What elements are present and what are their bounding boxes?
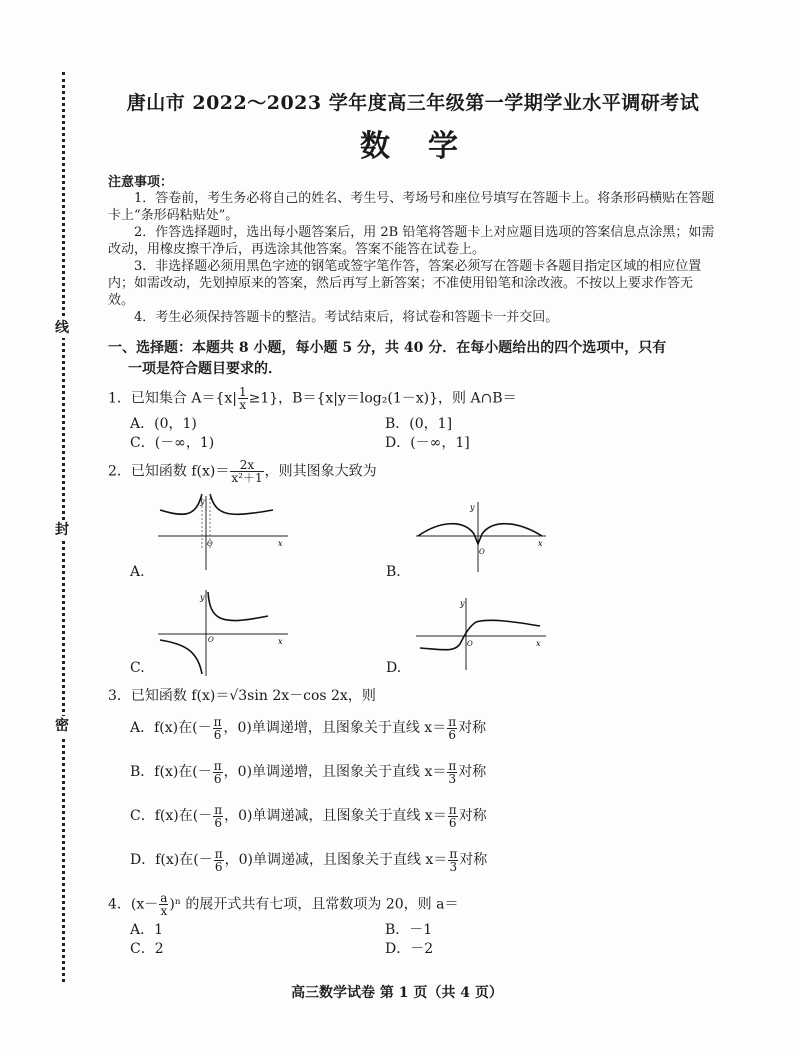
subject-title: 数学 (360, 129, 496, 164)
notice-block (108, 171, 718, 326)
q3-option-post: 对称 (458, 720, 487, 736)
frac-den: 3 (449, 859, 458, 874)
q4-option-d: D．－2 (385, 941, 434, 957)
q4-option-c: C．2 (130, 941, 164, 957)
frac-num: π (214, 802, 223, 817)
question-3: 3．已知函数 f(x)＝√3sin 2x－cos 2x，则 (108, 688, 376, 704)
q4-frac-num: a (160, 891, 168, 905)
origin-label: O (467, 640, 473, 648)
q3-option-letter: D． (130, 852, 156, 868)
q1-stem-post: ≥1}，B＝{x|y＝log₂(1－x)}，则 A∩B＝ (248, 390, 517, 407)
q4-options (130, 921, 718, 959)
q3-option-post: 对称 (458, 764, 487, 780)
notice-heading: 注意事项： (108, 175, 174, 190)
q3-interval-fraction (213, 760, 223, 785)
q3-option-pre: f(x)在(－ (154, 808, 213, 824)
q4-option-a: A．1 (130, 922, 164, 938)
q2-fraction (230, 459, 263, 484)
origin-label: O (479, 548, 485, 556)
q4-stem-pre: 4．(x－ (108, 896, 159, 913)
q3-option-c (130, 794, 718, 838)
axis-x-label: x (278, 637, 283, 646)
q3-axis-fraction (448, 804, 458, 829)
q2-graph-c (148, 586, 298, 678)
frac-num: π (213, 758, 222, 773)
frac-den: 6 (214, 859, 223, 874)
q2-graph-b (406, 496, 556, 576)
binding-char-feng: 封 (52, 520, 72, 540)
question-4 (108, 892, 718, 917)
frac-den: 6 (448, 815, 457, 830)
frac-num: π (448, 758, 457, 773)
question-2 (108, 459, 718, 484)
q1-fraction (238, 386, 248, 411)
axis-x-label: x (536, 639, 541, 648)
q3-option-letter: C． (130, 808, 155, 824)
q1-stem-pre: 1．已知集合 A＝{x| (108, 390, 237, 407)
page-footer: 高三数学试卷 第 1 页（共 4 页） (291, 985, 503, 1001)
q2-graph-a (148, 488, 298, 573)
q3-option-pre: f(x)在(－ (154, 764, 212, 780)
exam-page (108, 88, 718, 959)
notice-item: 4．考生必须保持答题卡的整洁。考试结束后，将试卷和答题卡一并交回。 (134, 310, 559, 325)
q1-frac-num: 1 (239, 385, 247, 399)
frac-den: 6 (213, 771, 222, 786)
q3-option-pre: f(x)在(－ (154, 720, 212, 736)
q3-option-mid: ，0)单调递增，且图象关于直线 x＝ (223, 720, 447, 736)
q2-frac-num: 2x (230, 459, 263, 472)
axis-x-label: x (538, 539, 543, 548)
q2-stem-post: ，则其图象大致为 (264, 463, 377, 480)
q1-frac-den: x (239, 398, 247, 412)
q3-option-mid: ，0)单调递减，且图象关于直线 x＝ (224, 808, 447, 824)
notice-item: 2．作答选择题时，选出每小题答案后，用 2B 铅笔将答题卡上对应题目选项的答案信息点涂黑；如需改动，用橡皮擦干净后，再选涂其他答案。答案不能答在试卷上。 (108, 225, 715, 257)
q4-stem-post: )ⁿ 的展开式共有七项，且常数项为 20，则 a＝ (169, 896, 459, 913)
binding-char-mi: 密 (52, 716, 72, 736)
q3-option-post: 对称 (459, 852, 488, 868)
q3-axis-fraction (447, 760, 457, 785)
q4-frac-den: x (160, 904, 168, 918)
q3-interval-fraction (213, 716, 223, 741)
q2-label-d: D. (386, 660, 402, 676)
frac-num: π (214, 846, 223, 861)
q3-option-b (130, 750, 718, 794)
section-heading (108, 338, 718, 380)
q3-interval-fraction (214, 848, 224, 873)
q3-option-mid: ，0)单调递减，且图象关于直线 x＝ (224, 852, 448, 868)
q1-option-b: B．(0，1] (385, 416, 453, 432)
q2-stem-pre: 2．已知函数 f(x)＝ (108, 463, 230, 480)
q2-label-c: C. (130, 660, 145, 676)
q3-option-letter: A． (130, 720, 155, 736)
q3-option-a (130, 706, 718, 750)
axis-y-label: y (200, 593, 205, 602)
q3-option-mid: ，0)单调递增，且图象关于直线 x＝ (223, 764, 447, 780)
frac-den: 6 (448, 727, 456, 742)
q3-option-d (130, 838, 718, 882)
notice-item: 3．非选择题必须用黑色字迹的钢笔或签字笔作答，答案必须写在答题卡各题目指定区域的相应位置内；如需改动，先划掉原来的答案，然后再写上新答案；不准使用铅笔和涂改液。不按以上要求作答无效。 (108, 259, 702, 308)
frac-num: π (448, 802, 457, 817)
origin-label: O (207, 540, 213, 548)
section-line-1: 一、选择题：本题共 8 小题，每小题 5 分，共 40 分．在每小题给出的四个选项中，只有 (108, 340, 667, 356)
q3-option-post: 对称 (458, 808, 487, 824)
q2-graph-d (406, 592, 556, 674)
origin-label: O (208, 636, 214, 644)
frac-den: 3 (448, 771, 457, 786)
q3-axis-fraction (448, 848, 458, 873)
q4-option-b: B．－1 (385, 922, 433, 938)
q3-option-letter: B． (130, 764, 155, 780)
axis-y-label: y (200, 497, 205, 506)
frac-num: π (213, 714, 222, 729)
q1-option-a: A．(0，1) (130, 416, 197, 432)
frac-num: π (449, 846, 458, 861)
q2-label-a: A. (130, 564, 145, 580)
q3-axis-fraction (447, 716, 457, 741)
axis-y-label: y (460, 599, 465, 608)
q2-frac-den: x²＋1 (231, 471, 263, 485)
frac-num: π (448, 714, 457, 729)
q1-option-d: D．(－∞，1] (385, 435, 470, 451)
frac-den: 6 (214, 815, 222, 830)
notice-item: 1．答卷前，考生务必将自己的姓名、考生号、考场号和座位号填写在答题卡上。将条形码横贴在答题卡上“条形码粘贴处”。 (108, 191, 715, 223)
section-line-2: 一项是符合题目要求的． (128, 361, 282, 377)
q4-fraction (159, 892, 168, 917)
q3-interval-fraction (213, 804, 223, 829)
exam-title: 唐山市 2022～2023 学年度高三年级第一学期学业水平调研考试 (126, 92, 700, 114)
q1-options (130, 415, 718, 453)
axis-x-label: x (278, 539, 283, 548)
q1-option-c: C．(－∞，1) (130, 435, 215, 451)
q2-label-b: B. (386, 564, 401, 580)
q3-option-pre: f(x)在(－ (155, 852, 213, 868)
binding-char-xian: 线 (52, 318, 72, 338)
q2-graph-options (108, 488, 718, 678)
axis-y-label: y (470, 503, 475, 512)
question-1 (108, 386, 718, 411)
frac-den: 6 (213, 727, 222, 742)
